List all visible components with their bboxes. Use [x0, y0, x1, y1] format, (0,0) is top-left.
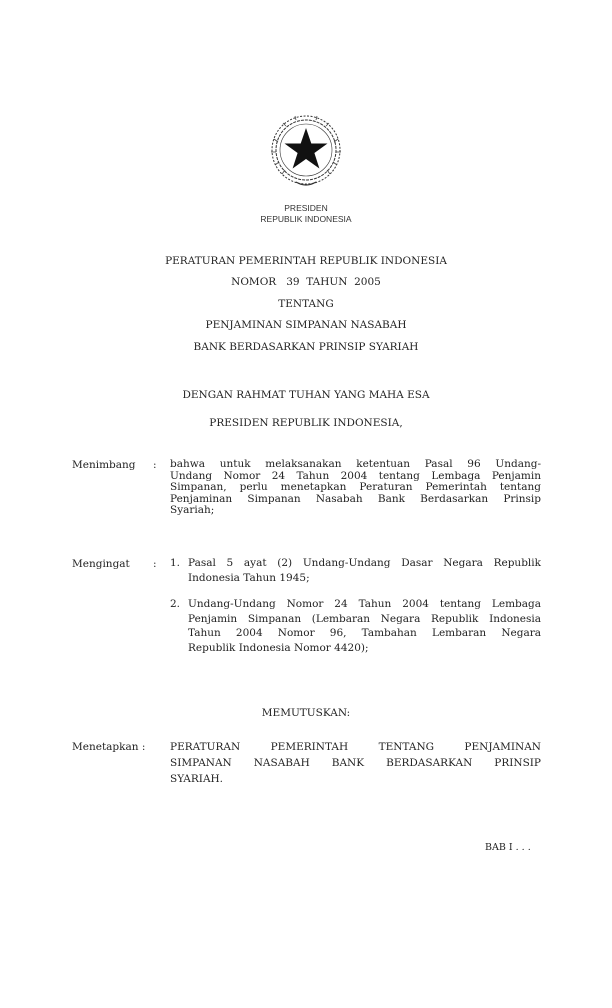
regulation-tentang: TENTANG — [278, 298, 334, 310]
emblem-caption-presiden: PRESIDEN — [284, 203, 328, 213]
preamble-rahmat: DENGAN RAHMAT TUHAN YANG MAHA ESA — [182, 389, 430, 401]
menimbang-line: Penjaminan Simpanan Nasabah Bank Berdasarkan Prinsip — [170, 492, 541, 505]
mengingat-colon: : — [153, 558, 157, 570]
next-page-reference: BAB I . . . — [485, 842, 531, 853]
list-line: Undang-Undang Nomor 24 Tahun 2004 tentang Lembaga — [188, 598, 541, 610]
list-line: Republik Indonesia Nomor 4420); — [188, 641, 369, 654]
mengingat-label: Mengingat — [72, 558, 130, 570]
list-line: Indonesia Tahun 1945; — [188, 571, 310, 584]
list-line: Tahun 2004 Nomor 96, Tambahan Lembaran Negara — [188, 627, 541, 639]
menetapkan-line: SIMPANAN NASABAH BANK BERDASARKAN PRINSIP — [170, 757, 541, 769]
regulation-subject-line2: BANK BERDASARKAN PRINSIP SYARIAH — [193, 341, 419, 353]
menimbang-line: bahwa untuk melaksanakan ketentuan Pasal 96 Undang- — [170, 458, 541, 470]
preamble-presiden: PRESIDEN REPUBLIK INDONESIA, — [209, 417, 403, 429]
menetapkan-text — [170, 739, 541, 787]
menetapkan-line: SYARIAH. — [170, 773, 224, 785]
menimbang-line: Syariah; — [170, 504, 215, 516]
regulation-title: PERATURAN PEMERINTAH REPUBLIK INDONESIA — [165, 255, 447, 267]
memutuskan-heading: MEMUTUSKAN: — [261, 707, 351, 719]
emblem-caption-republik: REPUBLIK INDONESIA — [260, 214, 352, 224]
regulation-number: NOMOR 39 TAHUN 2005 — [231, 276, 381, 288]
menimbang-line: Undang Nomor 24 Tahun 2004 tentang Lembaga Penjamin — [170, 469, 541, 482]
list-line: Penjamin Simpanan (Lembaran Negara Republik Indonesia — [188, 612, 541, 625]
menimbang-colon: : — [153, 459, 157, 471]
list-number: 2. — [170, 598, 181, 610]
garuda-emblem-icon — [266, 112, 346, 192]
menetapkan-line: PERATURAN PEMERINTAH TENTANG PENJAMINAN — [170, 741, 541, 753]
menimbang-text — [170, 459, 541, 517]
menetapkan-label: Menetapkan : — [72, 741, 146, 753]
list-line: Pasal 5 ayat (2) Undang-Undang Dasar Negara Republik — [188, 557, 541, 569]
menimbang-line: Simpanan, perlu menetapkan Peraturan Pemerintah tentang — [170, 481, 541, 493]
list-number: 1. — [170, 557, 181, 569]
regulation-subject-line1: PENJAMINAN SIMPANAN NASABAH — [205, 319, 407, 331]
menimbang-label: Menimbang — [72, 459, 136, 471]
